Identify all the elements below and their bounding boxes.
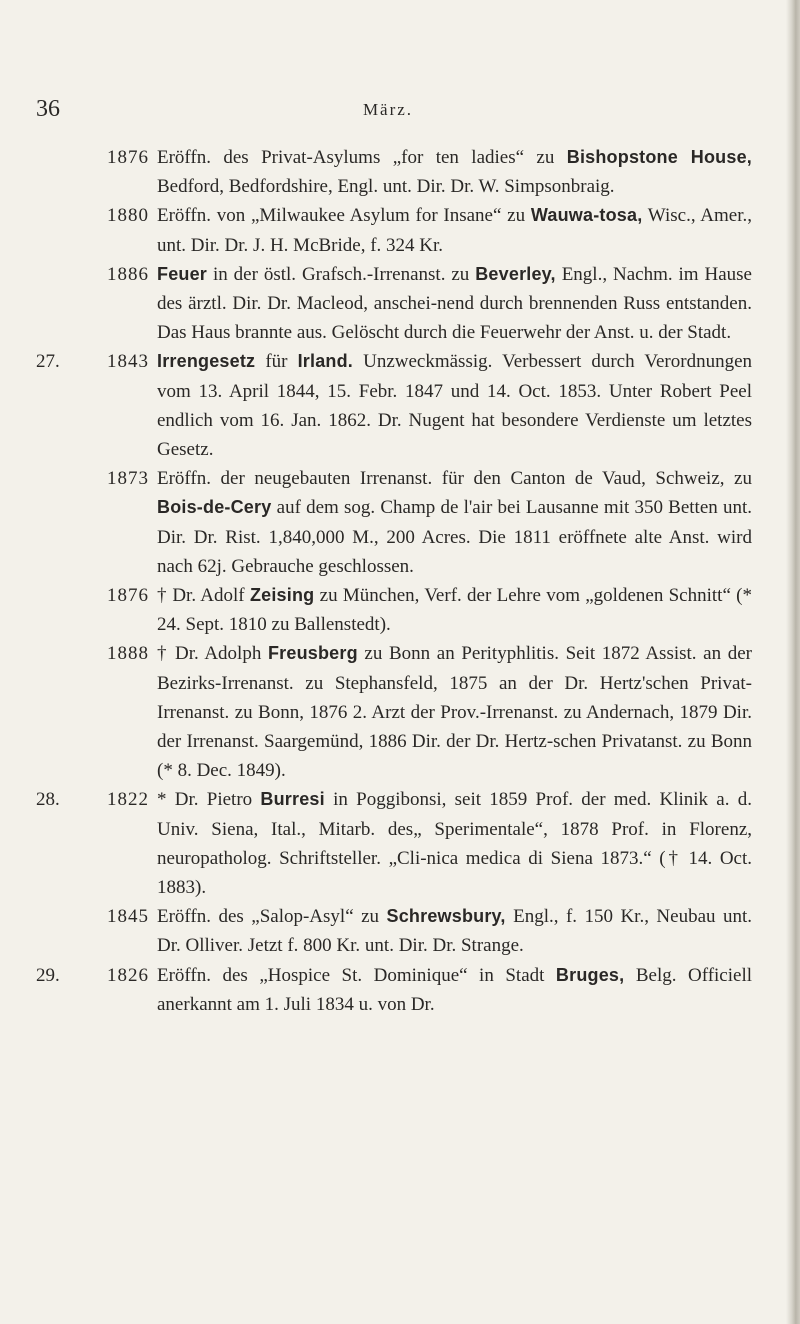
- entry-keyword: Feuer: [157, 263, 208, 284]
- entry-text: [157, 639, 752, 785]
- entry-year: 1886: [107, 263, 149, 285]
- entry: [36, 902, 752, 960]
- entry-text-segment: Eröffn. des Privat-Asylums „for ten ladies“ zu: [157, 147, 567, 168]
- entry-year: 1876: [107, 147, 149, 168]
- entry-keyword: Bishopstone House,: [566, 147, 752, 167]
- entry-text-segment: Wisc., Amer., unt. Dir. Dr. J. H. McBride, f. 324 Kr.: [157, 205, 752, 256]
- entry-year: 1876: [107, 585, 149, 607]
- entry-keyword: Irrengesetz: [157, 351, 256, 372]
- entry: [36, 143, 752, 201]
- entry-text: [157, 581, 752, 639]
- entry: [36, 785, 752, 902]
- entry-text-segment: auf dem sog. Champ de l'air bei Lausanne mit 350 Betten unt. Dir. Dr. Rist. 1,840,000 M., 200 Acres. Die 1811 eröffnete alte Anst. wird nach 62j. Gebrauche geschlossen.: [157, 497, 752, 577]
- entry-text-segment: Unzweckmässig. Verbessert durch Verordnungen vom 13. April 1844, 15. Febr. 1847 und 14. Oct. 1853. Unter Robert Peel endlich vom 16. Jan. 1862. Dr. Nugent hat besondere Verdienste um letztes Gesetz.: [157, 351, 752, 461]
- entry-year: 1826: [107, 964, 149, 986]
- entry-text-segment: Eröffn. des „Salop-Asyl“ zu: [157, 906, 387, 928]
- entry-text-segment: Eröffn. der neugebauten Irrenanst. für den Canton de Vaud, Schweiz, zu: [157, 468, 752, 490]
- page-edge: [786, 0, 800, 1324]
- entry-text-segment: † Dr. Adolf: [157, 585, 250, 607]
- entry: [36, 464, 752, 581]
- entry-year: 1845: [107, 906, 149, 928]
- entry-keyword: Irland.: [297, 351, 354, 372]
- entry-text-segment: * Dr. Pietro: [157, 789, 261, 811]
- entry-text-segment: Belg. Officiell anerkannt am 1. Juli 1834 u. von Dr.: [157, 964, 753, 1015]
- entry-text-segment: Eröffn. des „Hospice St. Dominique“ in Stadt: [157, 964, 556, 986]
- entry: [36, 961, 752, 1019]
- entry: [36, 639, 752, 785]
- entry-keyword: Beverley,: [475, 263, 556, 284]
- entry-text: [157, 347, 752, 464]
- entry-keyword: Freusberg: [267, 643, 358, 664]
- day-number: 28.: [36, 789, 60, 811]
- entry-text-segment: Engl., f. 150 Kr., Neubau unt. Dr. Olliver. Jetzt f. 800 Kr. unt. Dir. Dr. Strange.: [157, 906, 753, 957]
- entry-year: 1873: [107, 468, 149, 490]
- entry-text: [157, 785, 752, 902]
- entry-text: [157, 143, 752, 201]
- entry-year: 1888: [107, 643, 149, 665]
- entry-keyword: Burresi: [260, 789, 325, 810]
- day-number: 27.: [36, 351, 60, 373]
- entry-text-segment: für: [255, 351, 298, 373]
- page-title: März.: [362, 100, 414, 119]
- entry-year: 1880: [107, 205, 149, 227]
- entry: [36, 581, 752, 639]
- entry: [36, 347, 752, 464]
- entry: [36, 201, 752, 259]
- entry-text-segment: zu München, Verf. der Lehre vom „goldenen Schnitt“ (* 24. Sept. 1810 zu Ballenstedt).: [157, 585, 752, 636]
- page-number: 36: [36, 96, 60, 122]
- entry-text-segment: zu Bonn an Perityphlitis. Seit 1872 Assist. an der Bezirks-Irrenanst. zu Stephansfeld, 1875 an der Dr. Hertz'schen Privat-Irrenanst. zu Bonn, 1876 2. Arzt der Prov.-Irrenanst. zu Andernach, 1879 Dir. der Irrenanst. Saargemünd, 1886 Dir. der Dr. Hertz-schen Privatanst. zu Bonn (* 8. Dec. 1849).: [157, 643, 752, 782]
- day-number: 29.: [36, 964, 60, 986]
- entry-text-segment: in der östl. Grafsch.-Irrenanst. zu: [207, 263, 476, 285]
- entry-text: [157, 961, 752, 1019]
- entry: [36, 260, 752, 348]
- entry-keyword: Wauwa-tosa,: [530, 205, 643, 226]
- entry-text: [157, 260, 752, 348]
- entry-text-segment: † Dr. Adolph: [157, 643, 268, 665]
- entry-keyword: Bruges,: [555, 964, 625, 985]
- entry-text: [157, 464, 752, 581]
- entry-year: 1822: [107, 789, 149, 811]
- entry-list: [36, 143, 752, 1019]
- entry-text-segment: in Poggibonsi, seit 1859 Prof. der med. Klinik a. d. Univ. Siena, Ital., Mitarb. des„ Sperimentale“, 1878 Prof. in Florenz, neuropatholog. Schriftsteller. „Cli-nica medica di Siena 1873.“ († 14. Oct. 1883).: [157, 789, 752, 899]
- page-header: [36, 96, 740, 126]
- entry-text-segment: Eröffn. von „Milwaukee Asylum for Insane“ zu: [157, 205, 531, 227]
- entry-year: 1843: [107, 351, 149, 373]
- entry-text-segment: Engl., Nachm. im Hause des ärztl. Dir. Dr. Macleod, anschei-nend durch brennenden Russ entstanden. Das Haus brannte aus. Gelöscht durch die Feuerwehr der Anst. u. der Stadt.: [157, 263, 752, 344]
- entry-text-segment: Bedford, Bedfordshire, Engl. unt. Dir. Dr. W. Simpsonbraig.: [157, 176, 615, 198]
- entry-keyword: Zeising: [249, 585, 315, 606]
- entry-keyword: Bois-de-Cery: [157, 497, 272, 518]
- entry-keyword: Schrewsbury,: [386, 906, 506, 927]
- entry-text: [157, 902, 752, 960]
- entry-text: [157, 201, 752, 259]
